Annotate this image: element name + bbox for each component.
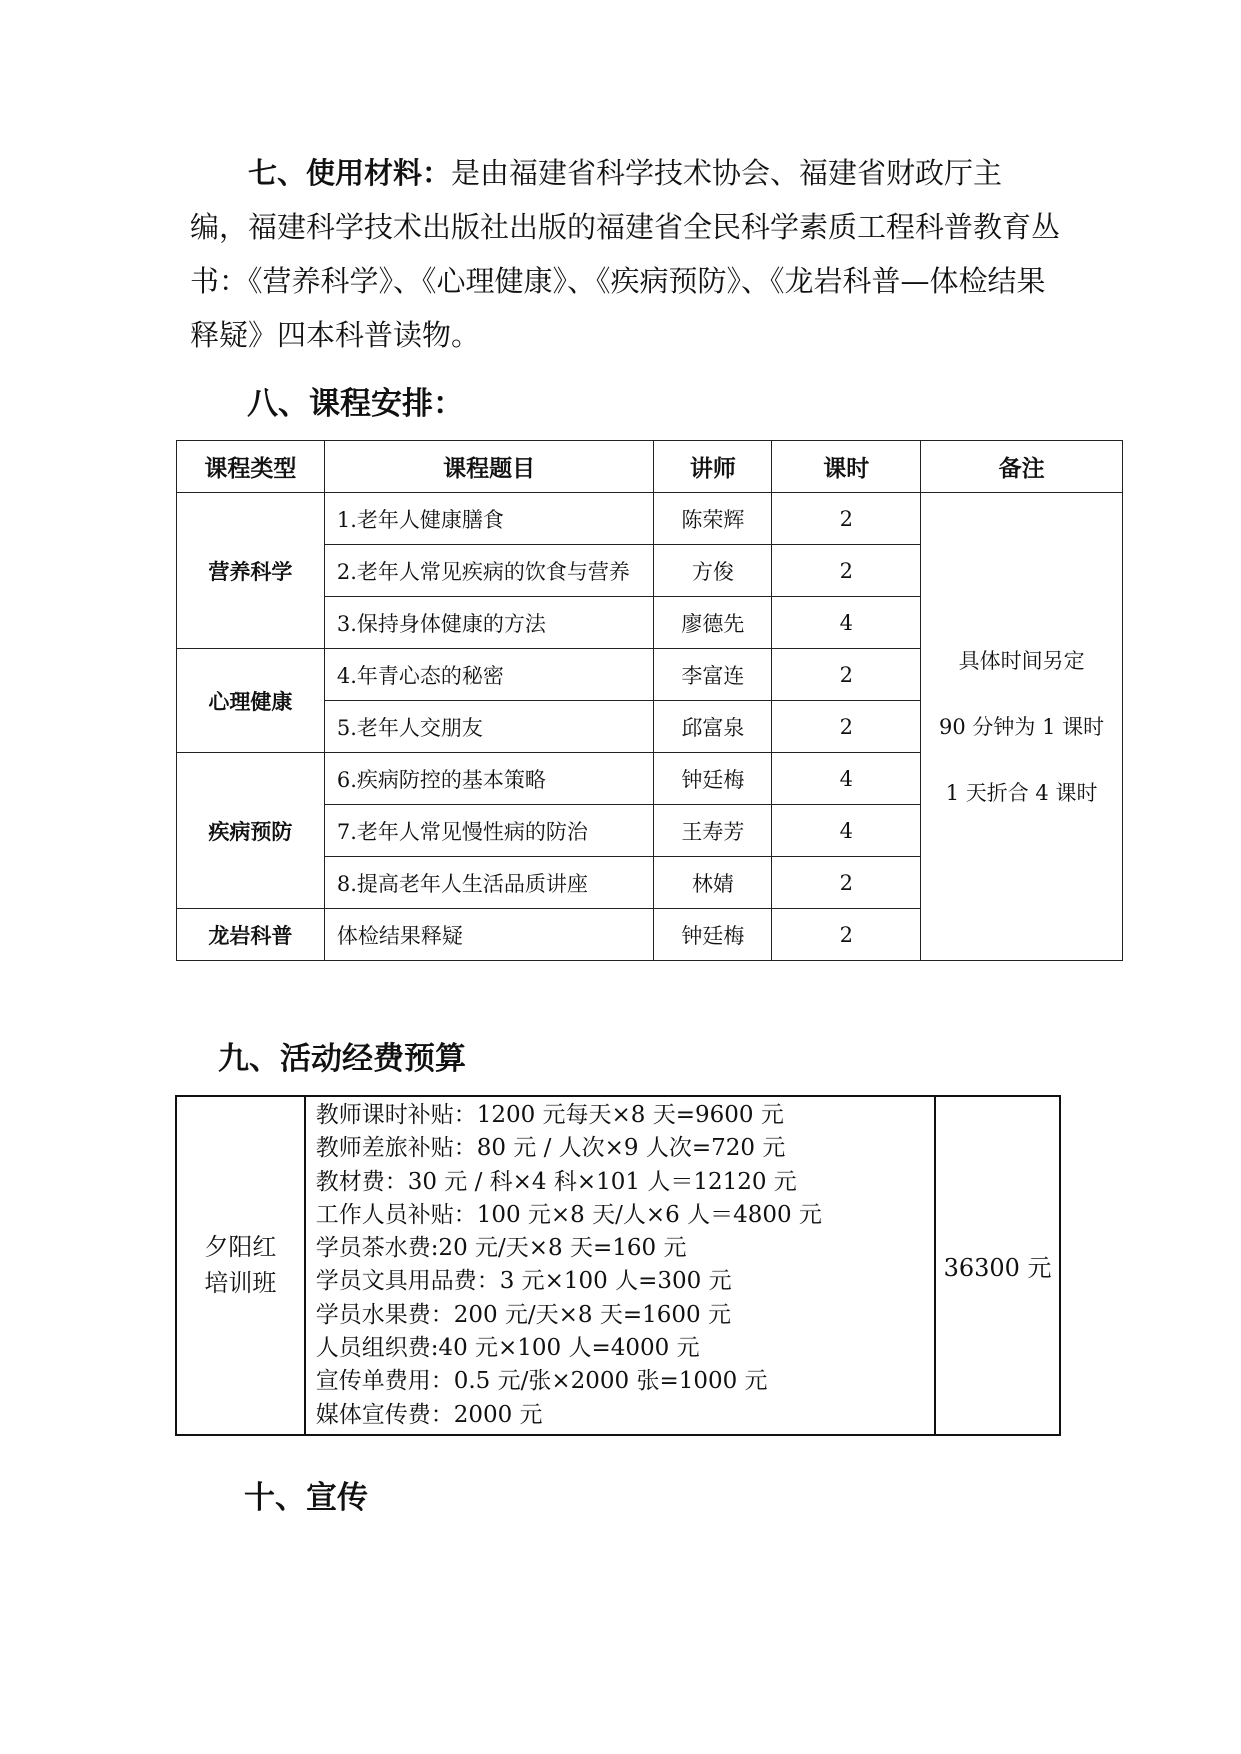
course-hours: 2	[772, 649, 921, 701]
course-table	[176, 440, 1123, 961]
course-hours: 4	[772, 753, 921, 805]
course-title: 4.年青心态的秘密	[324, 649, 654, 701]
note-line: 具体时间另定	[958, 648, 1085, 673]
course-teacher: 林婧	[654, 857, 772, 909]
budget-item: 宣传单费用：0.5 元/张×2000 张=1000 元	[315, 1368, 768, 1395]
budget-item: 教师差旅补贴：80 元 / 人次×9 人次=720 元	[315, 1135, 786, 1162]
header-notes: 备注	[921, 441, 1123, 493]
header-hours: 课时	[772, 441, 921, 493]
course-table-header	[177, 441, 1123, 493]
category-cell: 心理健康	[177, 649, 325, 753]
section7-paragraph	[190, 146, 1060, 362]
budget-total: 36300 元	[935, 1096, 1060, 1435]
notes-cell	[921, 493, 1123, 961]
course-title: 1.老年人健康膳食	[324, 493, 654, 545]
course-hours: 2	[772, 493, 921, 545]
course-hours: 4	[772, 597, 921, 649]
category-cell: 龙岩科普	[177, 909, 325, 961]
section8-heading: 八、课程安排：	[247, 386, 464, 422]
budget-item: 媒体宣传费：2000 元	[315, 1401, 543, 1428]
budget-item: 工作人员补贴：100 元×8 天/人×6 人＝4800 元	[315, 1201, 822, 1228]
budget-items	[305, 1096, 935, 1435]
course-teacher: 钟廷梅	[654, 753, 772, 805]
course-hours: 2	[772, 701, 921, 753]
category-cell: 疾病预防	[177, 753, 325, 909]
program-name-line: 夕阳红	[204, 1233, 277, 1262]
course-title: 5.老年人交朋友	[324, 701, 654, 753]
course-teacher: 邱富泉	[654, 701, 772, 753]
header-teacher: 讲师	[654, 441, 772, 493]
category-cell: 营养科学	[177, 493, 325, 649]
course-teacher: 方俊	[654, 545, 772, 597]
course-teacher: 陈荣辉	[654, 493, 772, 545]
course-title: 6.疾病防控的基本策略	[324, 753, 654, 805]
program-name-line: 培训班	[204, 1269, 277, 1298]
course-teacher: 廖德先	[654, 597, 772, 649]
note-line: 90 分钟为 1 课时	[939, 714, 1105, 739]
budget-row	[176, 1096, 1060, 1435]
budget-table	[175, 1095, 1061, 1436]
header-type: 课程类型	[177, 441, 325, 493]
budget-item: 学员水果费：200 元/天×8 天=1600 元	[315, 1301, 731, 1328]
table-row	[177, 493, 1123, 545]
course-teacher: 王寿芳	[654, 805, 772, 857]
course-hours: 2	[772, 857, 921, 909]
course-title: 体检结果释疑	[324, 909, 654, 961]
course-hours: 2	[772, 545, 921, 597]
course-teacher: 钟廷梅	[654, 909, 772, 961]
budget-item: 学员文具用品费：3 元×100 人=300 元	[315, 1268, 732, 1295]
section7-lead: 七、使用材料：	[248, 156, 452, 190]
note-line: 1 天折合 4 课时	[945, 780, 1098, 805]
course-hours: 4	[772, 805, 921, 857]
budget-program-name	[176, 1096, 305, 1435]
budget-item: 学员茶水费:20 元/天×8 天=160 元	[315, 1235, 687, 1262]
budget-item: 教师课时补贴：1200 元每天×8 天=9600 元	[315, 1102, 784, 1128]
course-teacher: 李富连	[654, 649, 772, 701]
budget-item: 人员组织费:40 元×100 人=4000 元	[315, 1335, 700, 1362]
section10-heading: 十、宣传	[244, 1480, 368, 1516]
budget-item: 教材费：30 元 / 科×4 科×101 人＝12120 元	[315, 1168, 797, 1195]
course-title: 7.老年人常见慢性病的防治	[324, 805, 654, 857]
section9-heading: 九、活动经费预算	[218, 1041, 466, 1077]
course-title: 2.老年人常见疾病的饮食与营养	[324, 545, 654, 597]
course-title: 3.保持身体健康的方法	[324, 597, 654, 649]
section7-text: 是由福建省科学技术协会、福建省财政厅主编，福建科学技术出版社出版的福建省全民科学素质工程科普教育丛书：《营养科学》、《心理健康》、《疾病预防》、《龙岩科普—体检结果释疑》四本科普读物。	[190, 156, 1061, 352]
course-hours: 2	[772, 909, 921, 961]
course-title: 8.提高老年人生活品质讲座	[324, 857, 654, 909]
header-title: 课程题目	[324, 441, 654, 493]
